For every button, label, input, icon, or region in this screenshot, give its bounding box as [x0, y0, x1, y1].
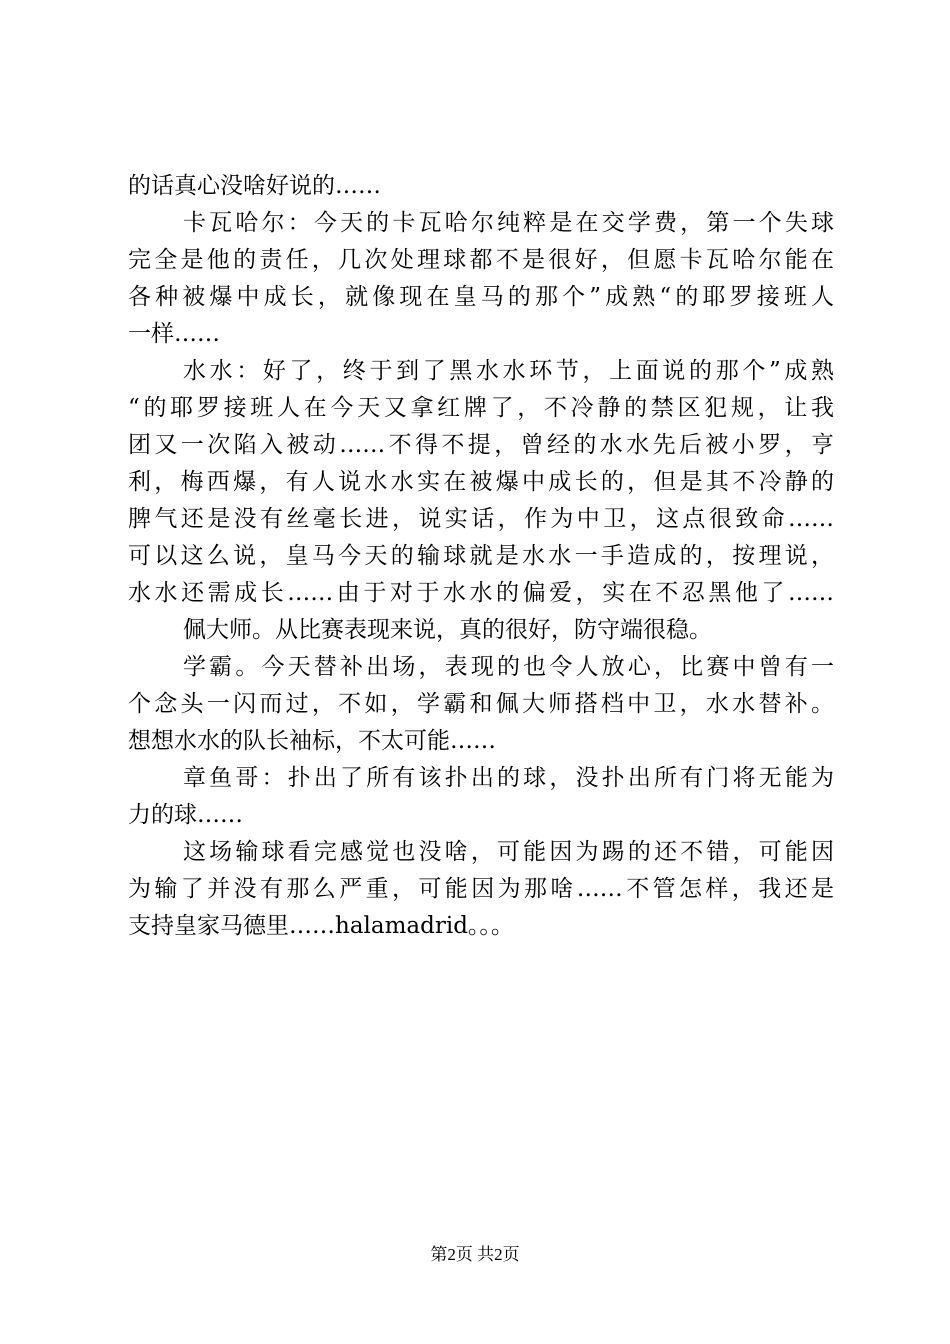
text-line: 的话真心没啥好说的…… — [128, 173, 381, 199]
text-line: 团又一次陷入被动……不得不提，曾经的水水先后被小罗，亨 — [128, 432, 834, 458]
text-line: “的耶罗接班人在今天又拿红牌了，不冷静的禁区犯规，让我 — [128, 395, 834, 421]
text-line: 脾气还是没有丝毫长进，说实话，作为中卫，这点很致命…… — [128, 506, 834, 532]
page-footer: 第2页 共2页 — [430, 1245, 520, 1264]
text-line: 想想水水的队长袖标，不太可能…… — [128, 728, 496, 754]
text-line: 这场输球看完感觉也没啥，可能因为踢的还不错，可能因 — [183, 839, 834, 865]
text-line: 力的球…… — [128, 802, 243, 828]
text-line: 为输了并没有那么严重，可能因为那啥……不管怎样，我还是 — [128, 876, 834, 902]
text-line: 章鱼哥：扑出了所有该扑出的球，没扑出所有门将无能为 — [183, 765, 834, 791]
text-line: 个念头一闪而过，不如，学霸和佩大师搭档中卫，水水替补。 — [128, 691, 834, 717]
text-line: 佩大师。从比赛表现来说，真的很好，防守端很稳。 — [183, 617, 712, 643]
text-line: 学霸。今天替补出场，表现的也令人放心，比赛中曾有一 — [183, 654, 834, 680]
text-line: 完全是他的责任，几次处理球都不是很好，但愿卡瓦哈尔能在 — [128, 247, 834, 273]
text-line: 利，梅西爆，有人说水水实在被爆中成长的，但是其不冷静的 — [128, 469, 834, 495]
text-line: 水水还需成长……由于对于水水的偏爱，实在不忍黑他了…… — [128, 580, 834, 606]
text-line: 卡瓦哈尔：今天的卡瓦哈尔纯粹是在交学费，第一个失球 — [183, 210, 834, 236]
text-line: 一样…… — [128, 321, 220, 347]
text-line: 可以这么说，皇马今天的输球就是水水一手造成的，按理说， — [128, 543, 834, 569]
text-line: 水水：好了，终于到了黑水水环节，上面说的那个”成熟 — [183, 358, 834, 384]
text-line: 支持皇家马德里……halamadrid。。。 — [128, 913, 514, 939]
text-line: 各种被爆中成长，就像现在皇马的那个”成熟“的耶罗接班人 — [128, 284, 834, 310]
